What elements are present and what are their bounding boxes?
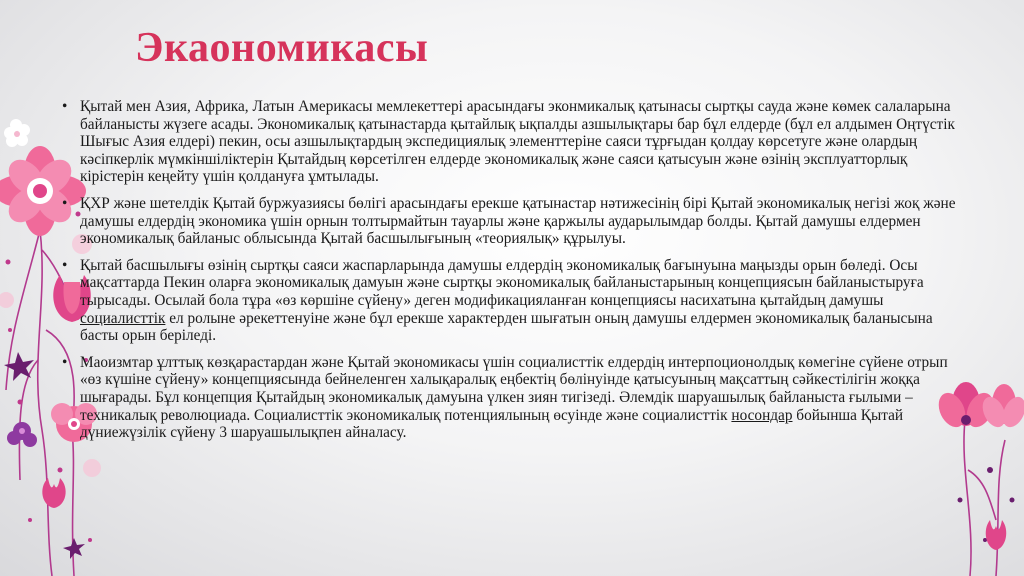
bullet-marker: •: [62, 194, 68, 212]
bullet-text-start: Маоизмтар ұлттық көзқарастардан және Қытай экономикасы үшін социалисттік елдердің интерпоционолдық көмегіне сүйене отрып «өз күшіне сүйену» концепциясында бейнеленген халықаралық еңбектің бөлінуінде қатысуының мақсаттың сәйкестілігін жоққа шығарады. Бұл концепция Қытайдың экономикалық дамуына үлкен зиян тигізеді. Әлемдік шаруашылық байланыста ғылыми – техникалық революциада. Социалисттік экономикалық потенциялының өсуінде және социалисттік: [80, 353, 948, 424]
lilac-flowers: [7, 422, 37, 447]
underlined-term: социалисттік: [80, 309, 166, 327]
right-stems: [964, 420, 1005, 576]
bullet-marker: •: [62, 98, 68, 115]
bullet-item: [62, 195, 957, 248]
bullet-marker: •: [62, 353, 68, 371]
bullet-text: Қытай мен Азия, Африка, Латын Америкасы мемлекеттері арасындағы эконмикалық қатынасы сыртқы сауда және көмек салаларына байланысты жүзеге асады. Экономикалық қатынастарда қытайлық ықпалды азшылықтары бар бұл елдерде (бұл ел алдымен Оңтүстік Шығыс Азия елдері) пекин, осы азшылықтардың экспедициялық элементтеріне саяси тұрғыдан қолдау көрсетуге және олардың кәсіпкерлік мүмкіншіліктерін Қытайдың көрсетілген елдерде экономикалық және саяси қатысуын және өзінің эксплуатторлық кірістерін кеңейту үшін қолдануға ұмтылады.: [80, 98, 955, 186]
bullet-text-end: ел ролыне әрекеттенуіне және бұл ерекше характерден шығатын оның дамушы елдермен экономикалық баланысына басты орын беріледі.: [80, 309, 933, 345]
bullet-item: [62, 354, 957, 442]
bullet-marker: •: [62, 256, 68, 274]
bullet-item: [62, 98, 957, 186]
bullet-text: ҚХР және шетелдік Қытай буржуазиясы бөлігі арасындағы ерекше қатынастар нәтижесінің бірі Қытай экономикалық негізі жоқ және дамушы елдердің экономика үшін орнын толтырмайтын тауарлы және қаржылы аударылымдар болды. Қытай дамушы елдермен экономикалық байланыс облысында Қытай басшылығының «теориялық» құрылуы.: [80, 194, 956, 248]
slide-title: Экаономикасы: [135, 25, 429, 71]
white-flower: [4, 119, 30, 147]
right-flower-2: [978, 384, 1024, 431]
bottom-bud: [42, 478, 65, 508]
bullet-text-end: бойынша Қытай дүниежүзілік сүйену 3 шаруашылықпен айналасу.: [80, 406, 904, 442]
bullet-text-start: Қытай басшылығы өзінің сыртқы саяси жаспарларында дамушы елдердің экономикалық бағынуына маңызды орын бөледі. Осы мақсаттарда Пекин оларға экономикалық дамуын және сыртқы экономикалық байланыстарының концепциясын байланыстыруға тырысады. Осылай бола тұра «өз көршіне сүйену» деген модификацияланған концепциясы насихатына қытайдың дамушы: [80, 256, 924, 309]
bullet-list: [62, 98, 957, 451]
underlined-term: носондар: [731, 406, 793, 424]
bullet-item: [62, 257, 957, 345]
right-tulip-bottom: [986, 520, 1007, 550]
